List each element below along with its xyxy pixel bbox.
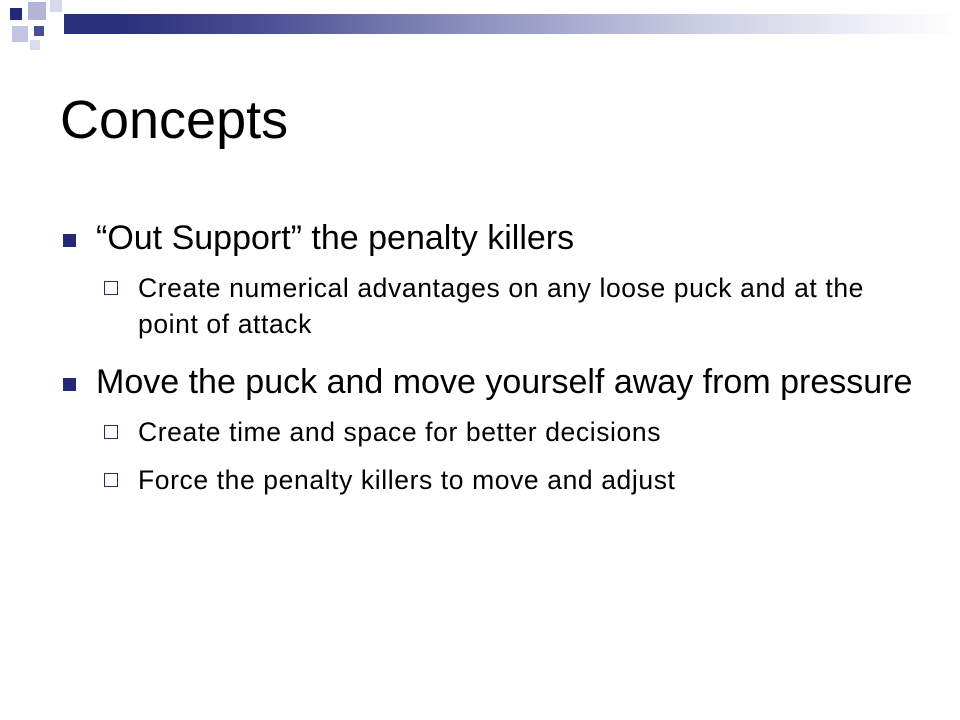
sub-bullet-item — [60, 414, 920, 450]
corner-square-icon — [28, 2, 46, 20]
hollow-square-bullet-icon — [104, 281, 118, 295]
hollow-square-bullet-icon — [104, 425, 118, 439]
sub-bullet-item — [60, 270, 920, 342]
corner-square-icon — [12, 26, 28, 42]
sub-bullet-item — [60, 462, 920, 498]
slide-title: Concepts — [60, 90, 289, 150]
header-decoration — [0, 0, 960, 48]
corner-square-icon — [30, 40, 40, 50]
bullet-list — [60, 218, 920, 510]
corner-square-icon — [50, 0, 62, 12]
bullet-text: “Out Support” the penalty killers — [96, 219, 575, 257]
bullet-text: Move the puck and move yourself away from pressure — [96, 363, 913, 401]
sub-bullet-text: Create numerical advantages on any loose puck and at the point of attack — [138, 273, 864, 339]
corner-square-icon — [34, 26, 44, 36]
gradient-band — [64, 14, 960, 34]
sub-bullet-text: Force the penalty killers to move and adjust — [138, 465, 676, 495]
sub-bullet-text: Create time and space for better decisions — [138, 417, 662, 447]
filled-square-bullet-icon — [63, 378, 76, 391]
corner-square-icon — [10, 8, 22, 20]
bullet-item — [60, 218, 920, 258]
bullet-item — [60, 362, 920, 402]
filled-square-bullet-icon — [63, 234, 76, 247]
hollow-square-bullet-icon — [104, 473, 118, 487]
